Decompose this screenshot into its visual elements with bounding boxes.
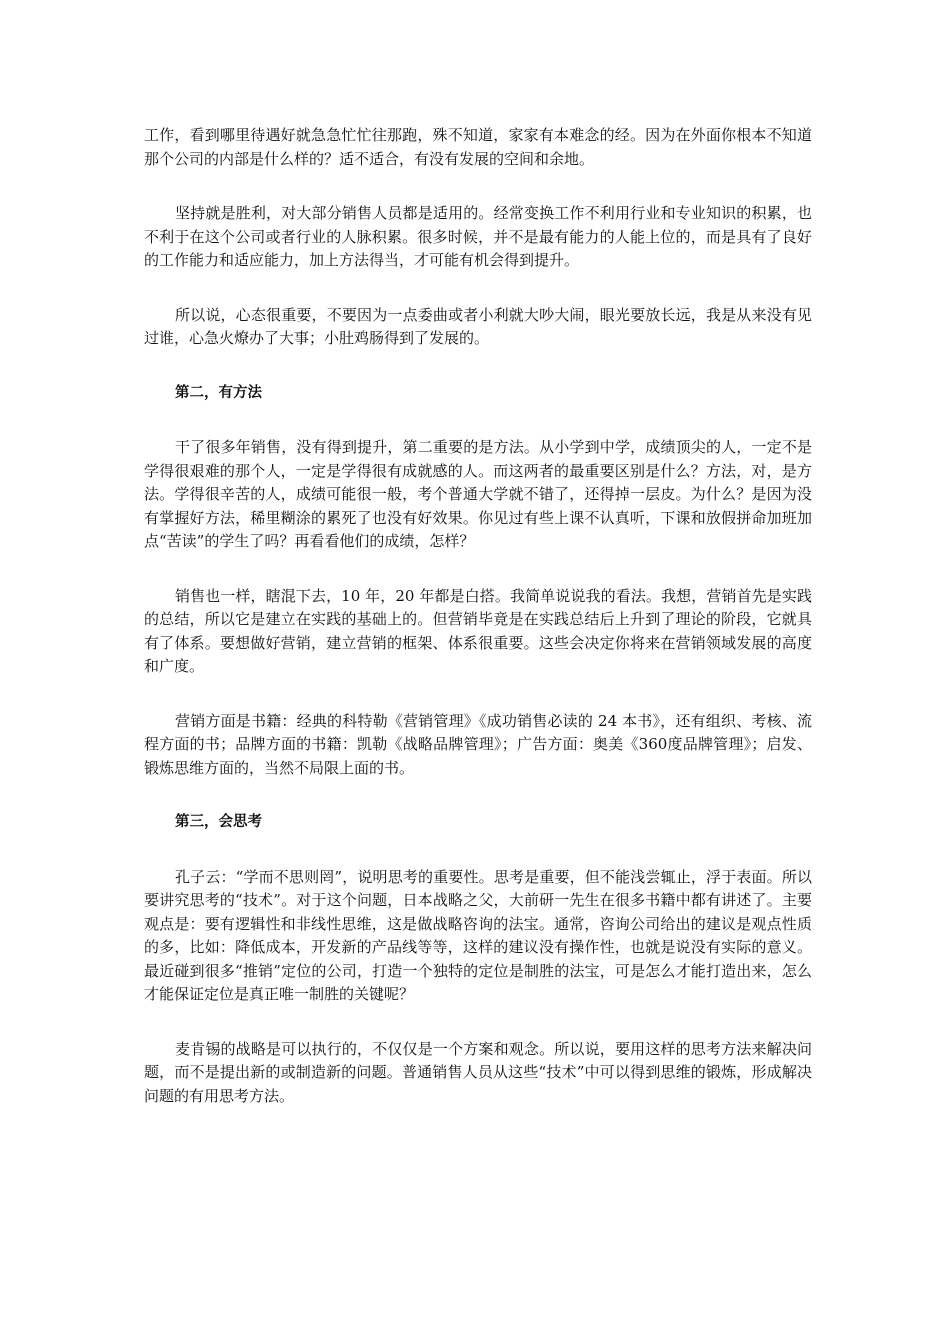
paragraph: 干了很多年销售，没有得到提升，第二重要的是方法。从小学到中学，成绩顶尖的人，一定不是学得很艰难的那个人，一定是学得很有成就感的人。而这两者的最重要区别是什么？方法，对，是方法。学得很辛苦的人，成绩可能很一般，考个普通大学就不错了，还得掉一层皮。为什么？是因为没有掌握好方法，稀里糊涂的累死了也没有好效果。你见过有些上课不认真听，下课和放假拼命加班加点“苦读”的学生了吗？再看看他们的成绩，怎样？ <box>144 438 812 550</box>
section-heading: 第二，有方法 <box>175 384 262 401</box>
paragraph: 营销方面是书籍：经典的科特勒《营销管理》《成功销售必读的 24 本书》，还有组织、考核、流程方面的书；品牌方面的书籍：凯勒《战略品牌管理》；广告方面：奥美《360度品牌管理》；启发、锻炼思维方面的，当然不局限上面的书。 <box>144 711 812 777</box>
paragraph: 销售也一样，瞎混下去，10 年，20 年都是白搭。我简单说说我的看法。我想，营销首先是实践的总结，所以它是建立在实践的基础上的。但营销毕竟是在实践总结后上升到了理论的阶段，它就具有了体系。要想做好营销，建立营销的框架、体系很重要。这些会决定你将来在营销领域发展的高度和广度。 <box>144 586 812 675</box>
document-page <box>144 124 812 1139</box>
paragraph: 麦肯锡的战略是可以执行的，不仅仅是一个方案和观念。所以说，要用这样的思考方法来解决问题，而不是提出新的或制造新的问题。普通销售人员从这些“技术”中可以得到思维的锻炼，形成解决问题的有用思考方法。 <box>144 1039 812 1105</box>
section-heading: 第三，会思考 <box>175 814 262 830</box>
paragraph: 所以说，心态很重要，不要因为一点委曲或者小利就大吵大闹，眼光要放长远，我是从来没有见过谁，心急火燎办了大事；小肚鸡肠得到了发展的。 <box>144 305 812 347</box>
paragraph: 孔子云：“学而不思则罔”，说明思考的重要性。思考是重要，但不能浅尝辄止，浮于表面。所以要讲究思考的“技术”。对于这个问题，日本战略之父，大前研一先生在很多书籍中都有讲述了。主要观点是：要有逻辑性和非线性思维，这是做战略咨询的法宝。通常，咨询公司给出的建议是观点性质的多，比如：降低成本，开发新的产品线等等，这样的建议没有操作性，也就是说没有实际的意义。最近碰到很多“推销”定位的公司，打造一个独特的定位是制胜的法宝，可是怎么才能打造出来，怎么才能保证定位是真正唯一制胜的关键呢？ <box>144 867 812 1003</box>
paragraph: 工作，看到哪里待遇好就急急忙忙往那跑，殊不知道，家家有本难念的经。因为在外面你根本不知道那个公司的内部是什么样的？适不适合，有没有发展的空间和余地。 <box>144 126 812 168</box>
paragraph: 坚持就是胜利，对大部分销售人员都是适用的。经常变换工作不利用行业和专业知识的积累，也不利于在这个公司或者行业的人脉积累。很多时候，并不是最有能力的人能上位的，而是具有了良好的工作能力和适应能力，加上方法得当，才可能有机会得到提升。 <box>144 204 812 269</box>
